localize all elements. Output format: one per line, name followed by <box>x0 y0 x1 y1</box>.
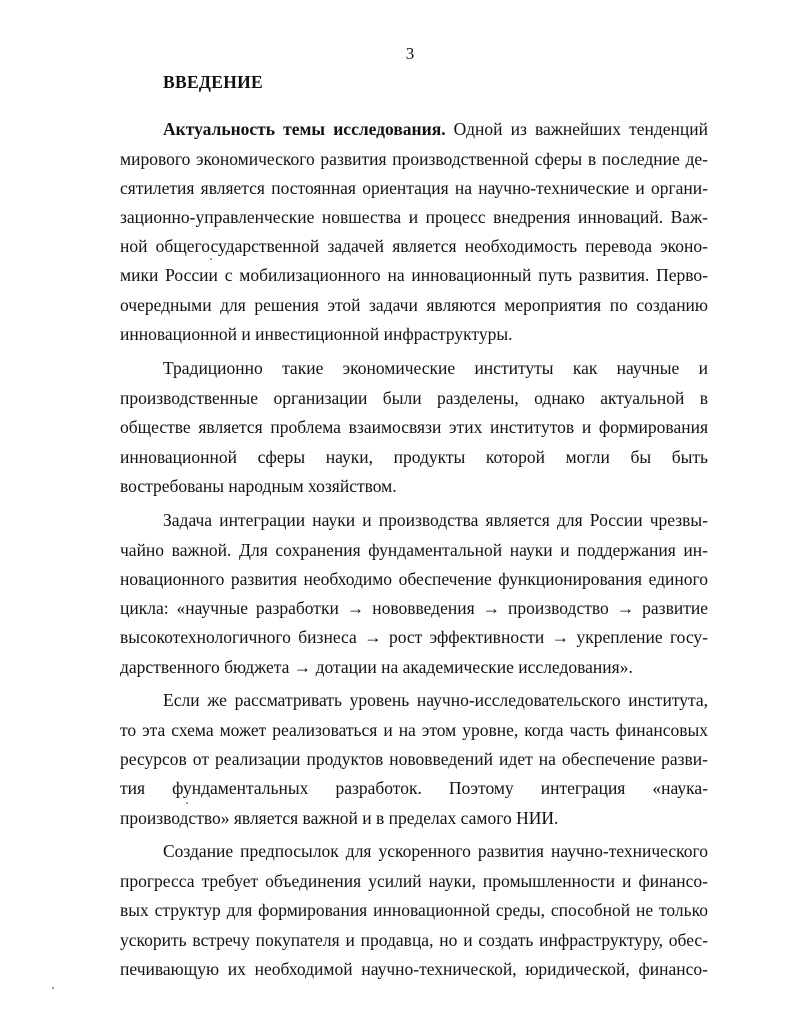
paragraph-3-line-1: Задача интеграции науки и производства является для России чрезвы- <box>163 510 708 530</box>
paragraph-5-line-5: печивающую их необходимой научно-технической, юридической, финансо- <box>120 959 708 979</box>
paragraph-2-line-2: производственные организации были разделены, однако актуальной в <box>120 388 708 408</box>
paragraph-1-line-5: ной общегосударственной задачей является необходимость перевода эконо- <box>120 236 708 256</box>
paragraph-1-line-1 <box>163 118 708 140</box>
paragraph-4-line-2: то эта схема может реализоваться и на этом уровне, когда часть финансовых <box>120 720 708 740</box>
paragraph-text: Одной из важнейших тенденций <box>445 119 708 139</box>
paragraph-3-line-3: новационного развития необходимо обеспечение функционирования единого <box>120 569 708 589</box>
paragraph-4-line-1: Если же рассматривать уровень научно-исследовательского института, <box>163 690 708 710</box>
paragraph-4-line-4: тия фундаментальных разработок. Поэтому интеграция «наука- <box>120 778 708 798</box>
paragraph-2-line-3: обществе является проблема взаимосвязи этих институтов и формирования <box>120 417 708 437</box>
section-heading: ВВЕДЕНИЕ <box>163 72 264 92</box>
scan-speck <box>210 258 212 260</box>
paragraph-4-line-5: производство» является важной и в пределах самого НИИ. <box>120 808 559 828</box>
paragraph-5-line-3: вых структур для формирования инновационной среды, способной не только <box>120 900 708 920</box>
page-number: 3 <box>405 44 415 63</box>
paragraph-1-line-2: мирового экономического развития производственной сферы в последние де- <box>120 149 708 169</box>
paragraph-3-line-2: чайно важной. Для сохранения фундаментальной науки и поддержания ин- <box>120 540 708 560</box>
paragraph-1-line-7: очередными для решения этой задачи являются мероприятия по созданию <box>120 295 708 315</box>
paragraph-1-line-6: мики России с мобилизационного на инновационный путь развития. Перво- <box>120 265 708 285</box>
paragraph-2-line-1: Традиционно такие экономические институты как научные и <box>163 358 708 378</box>
paragraph-3-line-6: дарственного бюджета → дотации на академические исследования». <box>120 657 633 677</box>
scan-speck <box>52 987 54 989</box>
paragraph-1-line-3: сятилетия является постоянная ориентация на научно-технические и органи- <box>120 178 708 198</box>
paragraph-1-line-4: зационно-управленческие новшества и процесс внедрения инноваций. Важ- <box>120 207 708 227</box>
paragraph-lead: Актуальность темы исследования. <box>163 119 446 139</box>
paragraph-4-line-3: ресурсов от реализации продуктов нововведений идет на обеспечение разви- <box>120 749 708 769</box>
paragraph-3-line-5: высокотехнологичного бизнеса → рост эффективности → укрепление госу- <box>120 627 708 647</box>
paragraph-1-line-8: инновационной и инвестиционной инфраструктуры. <box>120 324 513 344</box>
paragraph-5-line-1: Создание предпосылок для ускоренного развития научно-технического <box>163 841 708 861</box>
paragraph-5-line-4: ускорить встречу покупателя и продавца, но и создать инфраструктуру, обес- <box>120 930 708 950</box>
paragraph-5-line-2: прогресса требует объединения усилий науки, промышленности и финансо- <box>120 871 708 891</box>
paragraph-3-line-4: цикла: «научные разработки → нововведения → производство → развитие <box>120 598 708 618</box>
paragraph-2-line-4: инновационной сферы науки, продукты которой могли бы быть <box>120 447 708 467</box>
paragraph-2-line-5: востребованы народным хозяйством. <box>120 476 397 496</box>
scan-speck <box>186 802 188 804</box>
